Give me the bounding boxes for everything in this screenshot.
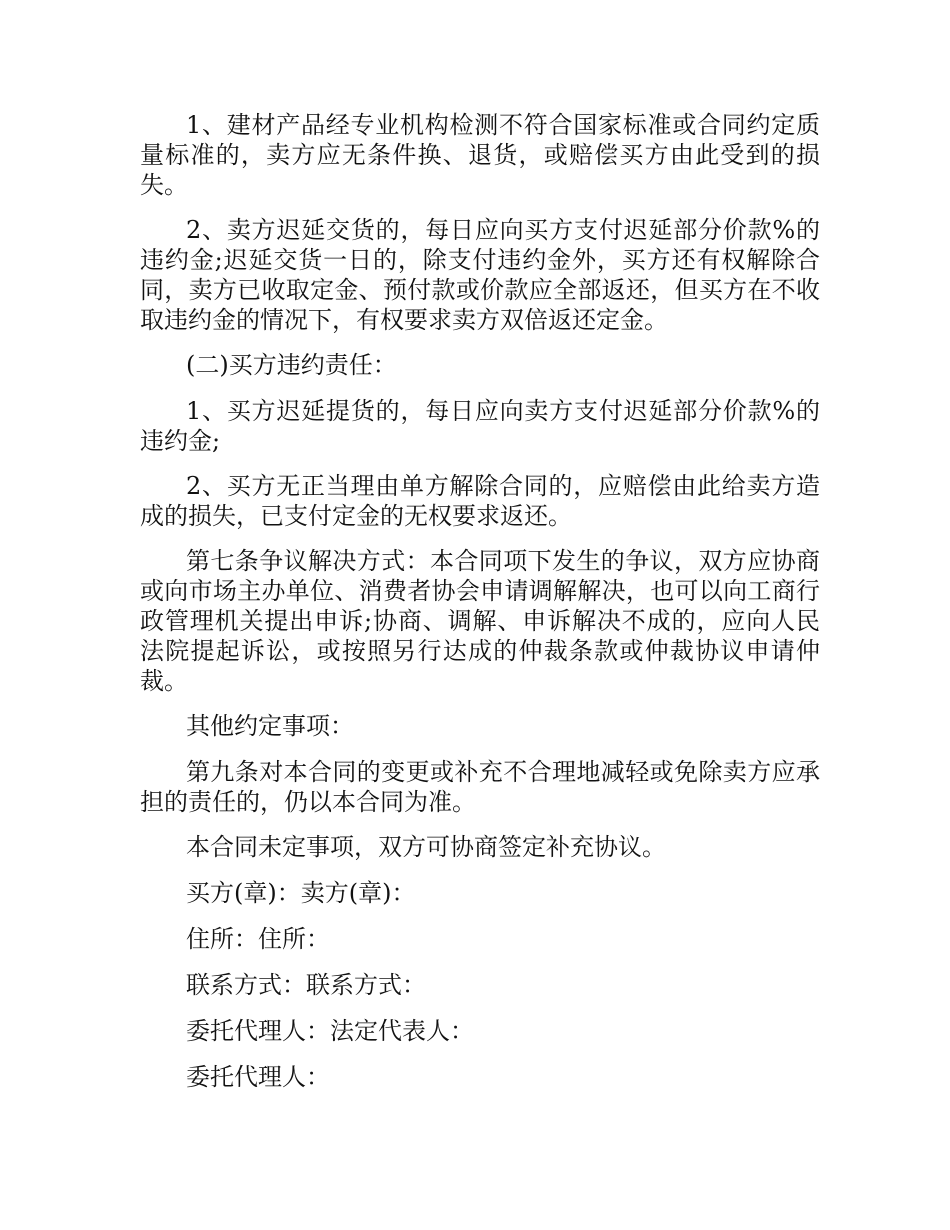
heading-buyer-liability: (二)买方违约责任：	[186, 351, 397, 379]
signature-seal-line: 买方(章)：卖方(章)：	[186, 879, 416, 907]
clause-seller-delay: 2、卖方迟延交货的，每日应向买方支付迟延部分价款%的违约金;迟延交货一日的，除支付违约金外，买方还有权解除合同，卖方已收取定金、预付款或价款应全部返还，但买方在不收取违约金的情况下，有权要求卖方双倍返还定金。	[140, 216, 820, 334]
clause-buyer-delay: 1、买方迟延提货的，每日应向卖方支付迟延部分价款%的违约金;	[140, 397, 820, 455]
article-seven-dispute: 第七条争议解决方式：本合同项下发生的争议，双方应协商或向市场主办单位、消费者协会申请调解解决，也可以向工商行政管理机关提出申诉;协商、调解、申诉解决不成的，应向人民法院提起诉讼，或按照另行达成的仲裁条款或仲裁协议申请仲裁。	[140, 547, 820, 695]
document-page	[140, 110, 820, 1108]
heading-other-matters: 其他约定事项：	[186, 712, 354, 740]
clause-buyer-termination: 2、买方无正当理由单方解除合同的，应赔偿由此给卖方造成的损失，已支付定金的无权要求返还。	[140, 472, 820, 530]
address-line: 住所：住所：	[186, 925, 330, 953]
clause-seller-quality: 1、建材产品经专业机构检测不符合国家标准或合同约定质量标准的，卖方应无条件换、退货，或赔偿买方由此受到的损失。	[140, 111, 820, 199]
article-nine-changes: 第九条对本合同的变更或补充不合理地减轻或免除卖方应承担的责任的，仍以本合同为准。	[140, 758, 820, 816]
supplementary-agreement-note: 本合同未定事项，双方可协商签定补充协议。	[186, 833, 666, 861]
agent-line: 委托代理人：	[186, 1063, 330, 1091]
contact-line: 联系方式：联系方式：	[186, 971, 426, 999]
agent-representative-line: 委托代理人：法定代表人：	[186, 1017, 474, 1045]
